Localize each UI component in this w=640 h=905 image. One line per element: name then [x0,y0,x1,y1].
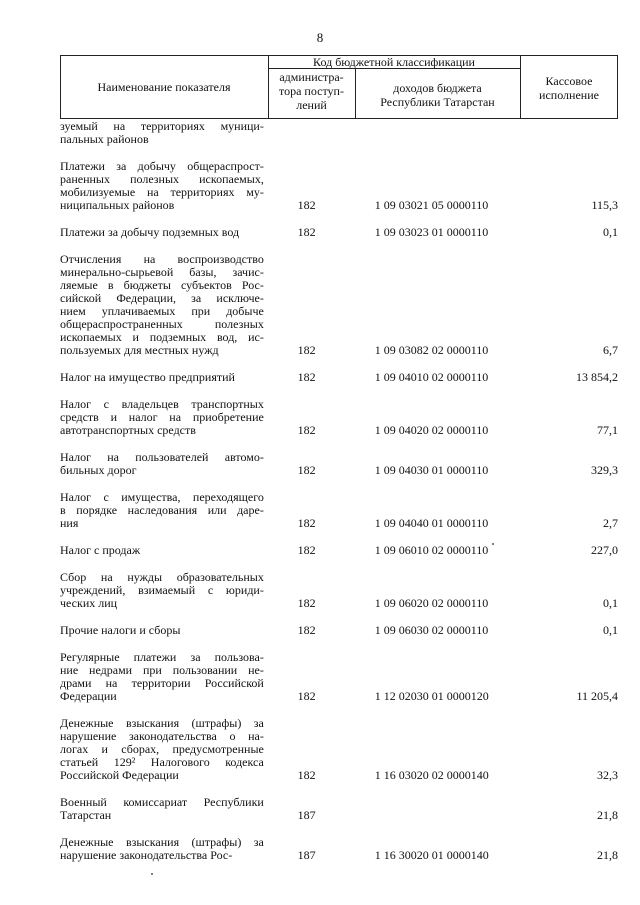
indicator-name-line: нием уплачиваемых при добыче [60,304,264,318]
cash-execution: 115,3 [591,198,618,212]
indicator-name-line: средств и налог на приобретение [60,410,264,424]
indicator-name-line: общераспространенных полезных [60,317,264,331]
indicator-name-line: Отчисления на воспроизводство [60,252,264,266]
indicator-name-line: ляемые в бюджеты субъектов Рос- [60,278,264,292]
indicator-name-line: Прочие налоги и сборы [60,623,181,637]
indicator-name [60,398,264,437]
admin-code: 182 [297,198,316,212]
indicator-name [60,160,264,212]
table-row [60,796,618,822]
header-admin-line: администра- [279,70,344,84]
table-row [60,253,618,357]
cash-execution: 21,8 [597,848,618,862]
cash-execution: 21,8 [597,808,618,822]
row-spacer [60,437,618,451]
indicator-name [60,624,264,637]
income-subcode: 120 [470,689,489,703]
indicator-name [60,717,264,782]
income-code: 1 09 04010 02 0000 [374,370,471,384]
income-code: 1 16 03020 02 0000 [374,768,471,782]
indicator-name [60,120,264,146]
table-row [60,544,618,557]
indicator-name-line: в порядке наследования или даре- [60,503,264,517]
income-subcode: 140 [470,768,489,782]
cash-execution: 0,1 [603,596,618,610]
income-code: 1 16 30020 01 0000 [374,848,471,862]
indicator-name [60,253,264,357]
indicator-name [60,544,264,557]
income-code: 1 09 03082 02 0000 [374,343,471,357]
income-code: 1 12 02030 01 0000 [374,689,471,703]
cash-execution: 2,7 [603,516,618,530]
indicator-name-line: ниципальных районов [60,198,175,212]
row-spacer [60,530,618,544]
indicator-name [60,371,264,384]
income-code: 1 09 04030 01 0000 [374,463,471,477]
admin-code: 182 [297,370,316,384]
indicator-name-line: мобилизуемые на территориях му- [60,185,264,199]
row-spacer [60,239,618,253]
indicator-name-line: Платежи за добычу общераспрост- [60,159,264,173]
table-row [60,571,618,610]
indicator-name-line: нарушение законодательства Рос- [60,848,233,862]
table-row [60,371,618,384]
scan-speck [151,873,153,875]
indicator-name-line: Татарстан [60,808,112,822]
income-subcode: 110 [470,370,489,384]
scan-speck [492,543,494,545]
indicator-name-line: Налог с владельцев транспортных [60,397,264,411]
admin-code: 182 [297,423,316,437]
indicator-name-line: пальных районов [60,132,149,146]
header-income-line: доходов бюджета [393,81,482,95]
admin-code: 182 [297,463,316,477]
income-subcode [471,796,520,822]
row-spacer [60,477,618,491]
income-subcode: 110 [470,516,489,530]
indicator-name-line: Сбор на нужды образовательных [60,570,264,584]
budget-table [60,120,618,862]
income-subcode: 140 [470,848,489,862]
cash-execution: 13 854,2 [576,370,618,384]
admin-code [264,120,349,146]
admin-code: 182 [297,225,316,239]
indicator-name-line: Денежные взыскания (штрафы) за [60,716,264,730]
indicator-name-line: статьей 129² Налогового кодекса [60,755,264,769]
row-spacer [60,557,618,571]
cash-execution: 11 205,4 [576,689,618,703]
cash-execution: 77,1 [597,423,618,437]
indicator-name [60,226,264,239]
income-subcode: 110 [470,463,489,477]
header-name-column: Наименование показателя [97,80,231,94]
indicator-name-line: автотранспортных средств [60,423,196,437]
table-row [60,651,618,703]
admin-code: 182 [297,343,316,357]
header-execution-line: исполнение [539,88,599,102]
indicator-name-line: бильных дорог [60,463,137,477]
row-spacer [60,782,618,796]
row-spacer [60,610,618,624]
income-subcode: 110 [470,423,489,437]
indicator-name-line: ческих лиц [60,596,118,610]
cash-execution: 0,1 [603,225,618,239]
table-row [60,491,618,530]
indicator-name-line: Регулярные платежи за пользова- [60,650,264,664]
indicator-name-line: Налог с имущества, переходящего [60,490,264,504]
admin-code: 182 [297,596,316,610]
table-row [60,451,618,477]
header-classification-group: Код бюджетной классификации [313,55,475,69]
indicator-name-line: минерально-сырьевой базы, зачис- [60,265,264,279]
table-row [60,160,618,212]
income-code: 1 09 06020 02 0000 [374,596,471,610]
indicator-name-line: логах и сборах, предусмотренные [60,742,264,756]
indicator-name-line: нарушение законодательства о на- [60,729,264,743]
cash-execution: 227,0 [591,543,618,557]
table-row [60,624,618,637]
indicator-name-line: раненных полезных ископаемых, [60,172,264,186]
table-row [60,836,618,862]
income-subcode: 110 [470,623,489,637]
indicator-name-line: пользуемых для местных нужд [60,343,219,357]
indicator-name [60,571,264,610]
indicator-name-line: Налог с продаж [60,543,141,557]
indicator-name [60,836,264,862]
income-code: 1 09 06010 02 0000 [374,543,471,557]
page-number: 8 [316,30,324,45]
table-row [60,226,618,239]
indicator-name-line: учреждений, взимаемый с юриди- [60,583,264,597]
admin-code: 182 [297,623,316,637]
header-admin-line: лений [296,98,327,112]
income-subcode: 110 [470,198,489,212]
income-code: 1 09 04020 02 0000 [374,423,471,437]
indicator-name-line: зуемый на территориях муници- [60,119,264,133]
indicator-name-line: Федерации [60,689,117,703]
indicator-name-line: ископаемых и подземных вод, ис- [60,330,264,344]
admin-code: 187 [297,808,316,822]
indicator-name-line: Военный комиссариат Республики [60,795,264,809]
income-subcode: 110 [470,343,489,357]
table-header [60,55,618,119]
income-code [349,796,470,822]
header-income-line: Республики Татарстан [380,95,495,109]
table-row [60,717,618,782]
admin-code: 182 [297,768,316,782]
cash-execution: 329,3 [591,463,618,477]
header-execution-column [520,74,618,102]
indicator-name-line: Налог на имущество предприятий [60,370,235,384]
indicator-name-line: Платежи за добычу подземных вод [60,225,240,239]
admin-code: 182 [297,516,316,530]
cash-execution [520,120,618,146]
income-code: 1 09 03021 05 0000 [374,198,471,212]
row-spacer [60,146,618,160]
row-spacer [60,384,618,398]
income-code: 1 09 03023 01 0000 [374,225,471,239]
indicator-name-line: Российской Федерации [60,768,179,782]
income-subcode: 110 [470,596,489,610]
income-code: 1 09 04040 01 0000 [374,516,471,530]
income-subcode: 110 [470,225,489,239]
header-execution-line: Кассовое [545,74,593,88]
admin-code: 182 [297,543,316,557]
cash-execution: 0,1 [603,623,618,637]
admin-code: 187 [297,848,316,862]
indicator-name-line: Налог на пользователей автомо- [60,450,264,464]
indicator-name-line: ния [60,516,79,530]
row-spacer [60,637,618,651]
indicator-name-line: ние недрами при пользовании не- [60,663,264,677]
header-admin-column [268,70,355,112]
indicator-name-line: сийской Федерации, за исключе- [60,291,264,305]
admin-code: 182 [297,689,316,703]
indicator-name [60,451,264,477]
table-row [60,120,618,146]
header-income-column [355,81,520,109]
cash-execution: 32,3 [597,768,618,782]
income-code [349,120,470,146]
income-subcode [471,120,520,146]
table-row [60,398,618,437]
income-code: 1 09 06030 02 0000 [374,623,471,637]
indicator-name [60,796,264,822]
header-admin-line: тора поступ- [279,84,344,98]
indicator-name [60,491,264,530]
indicator-name [60,651,264,703]
cash-execution: 6,7 [603,343,618,357]
row-spacer [60,357,618,371]
income-subcode: 110 [470,543,489,557]
indicator-name-line: Денежные взыскания (штрафы) за [60,835,264,849]
row-spacer [60,822,618,836]
indicator-name-line: драми на территории Российской [60,676,264,690]
row-spacer [60,703,618,717]
row-spacer [60,212,618,226]
